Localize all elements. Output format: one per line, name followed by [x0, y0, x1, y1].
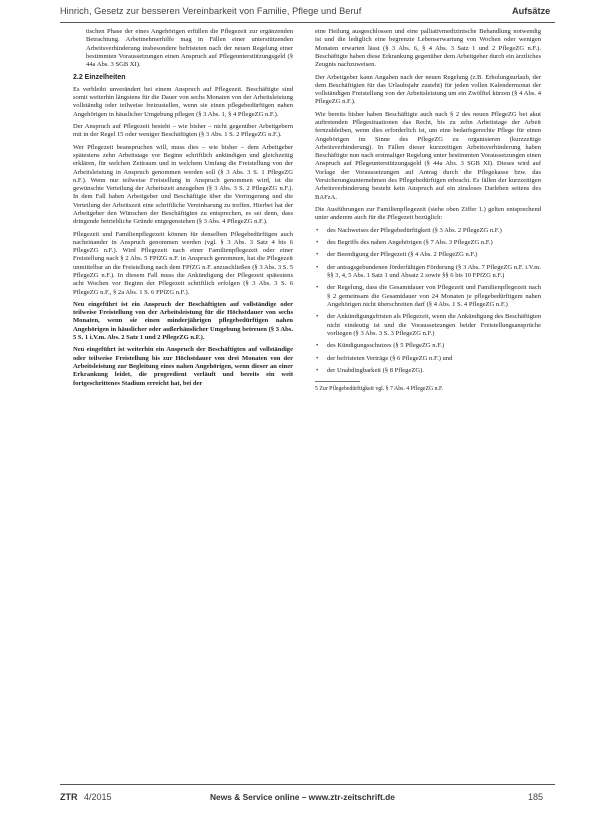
- intro-paragraph: tischen Phase der eines Angehörigen erfüllen die Pflegezeit zur ergänzenden Betrachtung. Arbeitnehmerhilfe mag in Fällen einer unterstützenden Arbeitsverhinderung insbesondere befristeten nach der neuen Regelung einer bestimmten Voraussetzungen einen Anspruch auf Pflegeunterstützungsgeld (§ 44a Abs. 3 SGB XI).: [86, 28, 293, 69]
- page-header: [0, 0, 604, 30]
- list-item: • des Kündigungsschutzes (§ 5 PflegeZG n.F.): [316, 342, 445, 350]
- body-paragraph: Die Ausführungen zur Familienpflegezeit (siehe oben Ziffer 1.) gelten entsprechend unter anderem auch für die Pflegezeit bezüglich:: [315, 205, 541, 222]
- footnote: 5 Zur Pflegebedürftigkeit vgl. § 7 Abs. 4 PflegeZG n.F.: [315, 386, 444, 393]
- left-column: [73, 28, 293, 392]
- footer-rule: [60, 784, 555, 785]
- body-paragraph: Wie bereits bisher haben Beschäftigte auch nach § 2 des neuen PflegeZG bei akut auftretenden Pflegesituationen das Recht, bis zu zehn Arbeitstage der Arbeit fernzubleiben, wenn dies erforderlich ist, um eine bedarfsgerechte Pflege für einen Angehörigen im Sinne des PflegeZG zu organisieren (kurzzeitige Arbeitsverhinderung). In Fällen dieser kurzzeitigen Arbeitsverhinderung haben Beschäftigte nun nach erstmaliger Regelung unter bestimmten Voraussetzungen einen Anspruch auf Pflegeunterstützungsgeld (§ 44a Abs. 3 SGB XI). Dieses wird auf Vorlage der Voraussetzungen auf Antrag durch die Pflegekasse bzw. das Versicherungsunternehmen des Pflegebedürftigen erbracht. Es fällen der kurzzeitigen Arbeitsverhinderung besteht kein Anspruch auf ein zinsloses Darlehen seitens des BAFzA.: [315, 110, 541, 201]
- list-item: • der befristeten Verträge (§ 6 PflegeZG n.F.) und: [316, 354, 453, 362]
- bullet-list: [315, 227, 541, 376]
- body-paragraph-bold: Neu eingeführt ist weiterhin ein Anspruch der Beschäftigten auf vollständige oder teilweise Freistellung bis zur Höchstdauer von drei Monaten von der Arbeitsleistung zur Begleitung eines nahen Angehörigen, wenn dieser an einer Erkrankung leidet, die progredient verläuft und bereits ein weit fortgeschrittenes Stadium erreicht hat, bei der: [73, 346, 293, 387]
- footer-link-text: News & Service online – www.ztr-zeitschrift.de: [210, 792, 395, 802]
- intro-paragraph: eine Heilung ausgeschlossen und eine palliativmedizinische Behandlung notwendig ist und die lediglich eine begrenzte Lebenserwartung von Wochen oder wenigen Monaten erwarten lässt (§ 3 Abs. 6, § 4 Abs. 3 Satz 1 und 2 PflegeZG n.F.). Beschäftigte haben diese Erkrankung gegenüber dem Arbeitgeber durch ein ärztliches Zeugnis nachzuweisen.: [315, 28, 541, 69]
- list-item: • des Begriffs des nahen Angehörigen (§ 7 Abs. 3 PflegeZG n.F.): [316, 238, 493, 246]
- page-footer: [0, 784, 604, 814]
- list-item: • des Nachweises der Pflegebedürftigkeit (§ 3 Abs. 2 PflegeZG n.F.): [316, 226, 502, 234]
- list-item: • der Regelung, dass die Gesamtdauer von Pflegezeit und Familienpflegezeit nach § 2 gemeinsam die Gesamtdauer von 24 Monaten je pflegebedürftigem nahen Angehörigen nicht überschreiten darf (§ 4 Abs. 1 S. 4 PflegeZG n.F.): [316, 284, 541, 308]
- body-paragraph: Wer Pflegezeit beanspruchen will, muss dies – wie bisher – dem Arbeitgeber spätestens zehn Arbeitstage vor Beginn schriftlich ankündigen und gleichzeitig erklären, für welchen Zeitraum und in welchem Umfang die Freistellung von der Arbeitsleistung in Anspruch genommen werden soll (§ 3 Abs. 3 S. 1 PflegeZG n.F.). Wenn nur teilweise Freistellung in Anspruch genommen wird, ist die gewünschte Verteilung der Arbeitszeit anzugeben (§ 3 Abs. 3 S. 2 PflegeZG n.F.). In dem Fall haben Arbeitgeber und Beschäftigte über die Verringerung und die Verteilung der Arbeitszeit eine schriftliche Vereinbarung zu treffen. Hierbei hat der Arbeitgeber den Wünschen der Beschäftigten zu entsprechen, es sei denn, dass dringende betriebliche Gründe entgegenstehen (§ 3 Abs. 4 PflegeZG n.F.).: [73, 143, 293, 226]
- right-column: [315, 28, 541, 394]
- section-heading: 2.2 Einzelheiten: [73, 73, 126, 81]
- list-item: • der Ankündigungsfristen als Pflegezeit, wenn die Ankündigung des Beschäftigten nicht eindeutig ist und die Voraussetzungen beider Freistellungsansprüche vorliegen (§ 3 Abs. 3 S. 3 PflegeZG n.F.): [316, 313, 542, 337]
- footnote-rule: [315, 381, 360, 382]
- body-paragraph: Der Arbeitgeber kann Angaben nach der neuen Regelung (z.B. Erholungsurlaub, der dem Beschäftigten für das Urlaubsjahr zusteht) für jeden vollen Kalendermonat der vollständigen Freistellung von der Arbeitsleistung um ein Zwölftel kürzen (§ 4 Abs. 4 PflegeZG n.F.).: [315, 73, 541, 106]
- body-paragraph: Es verbleibt unverändert bei einem Anspruch auf Pflegezeit. Beschäftigte sind somit weiterhin längstens für die Dauer von sechs Monaten von der Arbeitsleistung vollständig oder teilweise freizustellen, wenn sie einen pflegebedürftigen nahen Angehörigen in häuslicher Umgebung pflegen (§ 3 Abs. 1, § 4 PflegeZG n.F.).: [73, 85, 293, 118]
- section-label: Aufsätze: [512, 6, 551, 16]
- list-item: • der Unabdingbarkeit (§ 8 PflegeZG).: [316, 366, 424, 374]
- issue-number: 4/2015: [84, 792, 112, 802]
- body-paragraph: Der Anspruch auf Pflegezeit besteht – wie bisher – nicht gegenüber Arbeitgebern mit in der Regel 15 oder weniger Beschäftigten (§ 3 Abs. 1 S. 2 PflegeZG n.F.).: [73, 123, 293, 139]
- body-paragraph: Pflegezeit und Familienpflegezeit können für denselben Pflegebedürftigen auch nacheinander in Anspruch genommen werden (vgl. § 3 Abs. 3 Satz 4 bis 6 PflegeZG n.F.). Wird Pflegezeit nach einer Familienpflegezeit oder einer Freistellung nach § 2 Abs. 5 FPfZG n.F. in Anspruch genommen, hat die Pflegezeit unmittelbar an die Freistellung nach dem FPfZG n.F. anzuschließen (§ 3 Abs. 3 S. 5 PflegeZG n.F.). In diesem Fall muss die Ankündigung der Pflegezeit spätestens acht Wochen vor Beginn der Pflegezeit schriftlich erfolgen (§ 3 Abs. 3 S. 6 PflegeZG n.F., § 2a Abs. 1 S. 6 FPfZG n.F.).: [73, 230, 293, 296]
- list-item: • der antragsgebundenen förderfähigen Förderung (§ 3 Abs. 7 PflegeZG n.F. i.V.m. §§ 3, 4, 5 Abs. 1 Satz 1 und Absatz 2 sowie §§ 6 bis 10 FPfZG n.F.): [316, 263, 541, 279]
- running-title: Hinrich, Gesetz zur besseren Vereinbarkeit von Familie, Pflege und Beruf: [60, 6, 362, 16]
- header-rule: [60, 22, 555, 23]
- body-paragraph-bold: Neu eingeführt ist ein Anspruch der Beschäftigten auf vollständige oder teilweise Freistellung von der Arbeitsleistung für die Höchstdauer von sechs Monaten, wenn sie einen minderjährigen pflegebedürftigen nahen Angehörigen in häuslicher oder außerhäuslicher Umgebung betreuen (§ 3 Abs. 5 S. 1 i.V.m. Abs. 2 Satz 1 und 2 PflegeZG n.F.).: [73, 300, 293, 342]
- page-number: 185: [528, 792, 544, 802]
- list-item: • der Beendigung der Pflegezeit (§ 4 Abs. 2 PflegeZG n.F.): [316, 251, 478, 259]
- journal-abbrev: ZTR: [60, 792, 78, 802]
